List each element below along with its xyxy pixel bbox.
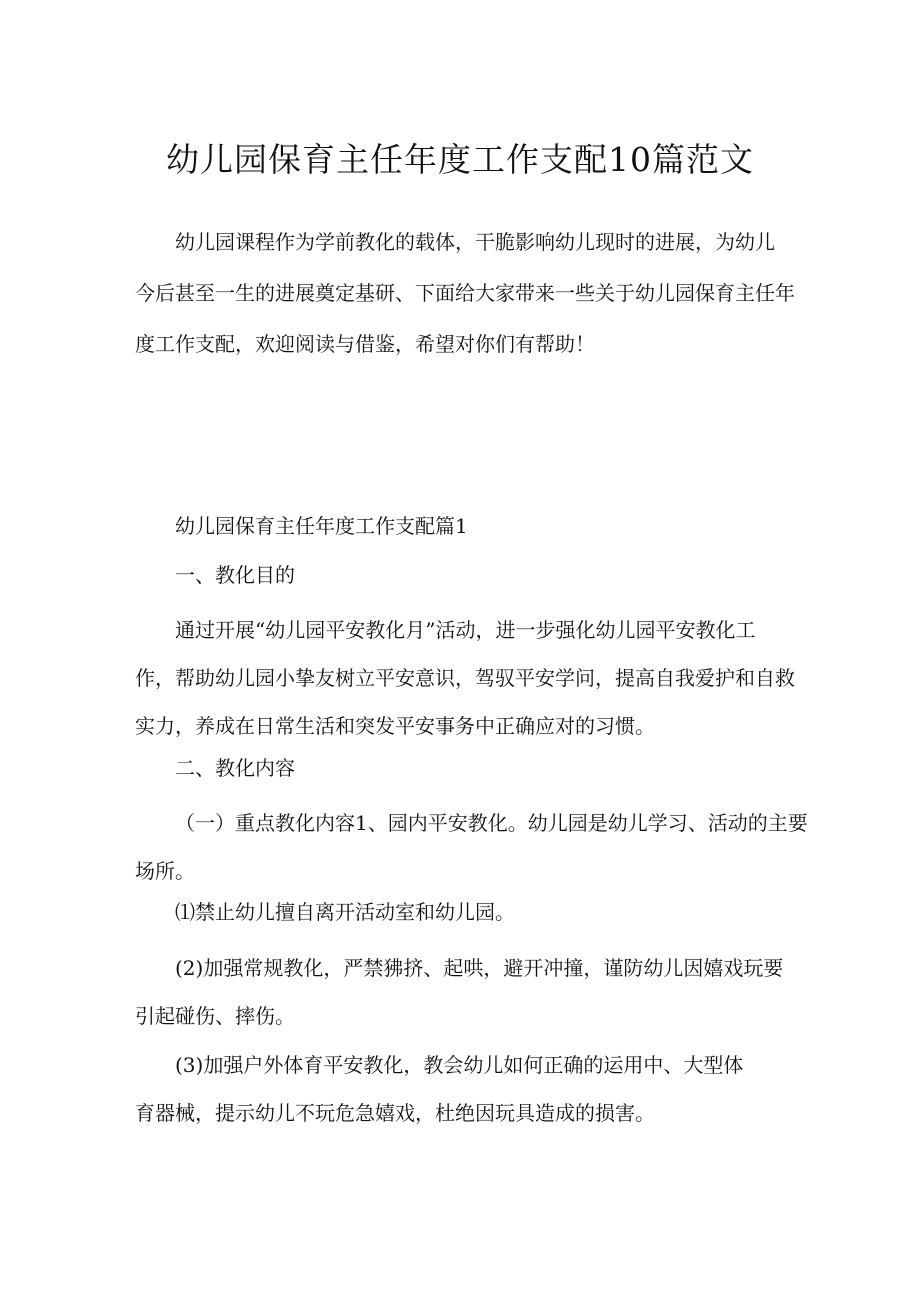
- heading-objectives: 一、教化目的: [175, 563, 295, 587]
- content-line: 场所。: [135, 859, 195, 883]
- objectives-line: 通过开展“幼儿园平安教化月”活动，进一步强化幼儿园平安教化工: [175, 618, 756, 642]
- intro-line: 度工作支配，欢迎阅读与借鉴，希望对你们有帮助！: [135, 332, 595, 356]
- list-item-2-line: (2)加强常规教化，严禁狒挤、起哄，避开冲撞，谨防幼儿因嬉戏玩要: [175, 956, 784, 980]
- objectives-paragraph: [135, 606, 795, 750]
- section-heading: 幼儿园保育主任年度工作支配篇1: [175, 514, 468, 538]
- content-paragraph: [135, 799, 808, 895]
- intro-line: 幼儿园课程作为学前教化的载体，干脆影响幼儿现时的进展，为幼儿: [175, 230, 775, 254]
- list-item-3: [135, 1041, 795, 1137]
- intro-paragraph: [135, 217, 795, 370]
- objectives-line: 作，帮助幼儿园小挚友树立平安意识，驾驭平安学问，提高自我爱护和自救: [135, 666, 795, 690]
- heading-content: 二、教化内容: [175, 756, 295, 780]
- list-item-1: ⑴禁止幼儿擅自离开活动室和幼儿园。: [175, 900, 515, 924]
- list-item-2: [135, 944, 795, 1040]
- intro-line: 今后甚至一生的进展奠定基研、下面给大家带来一些关于幼儿园保育主任年: [135, 281, 795, 305]
- content-line: （一）重点教化内容1、园内平安教化。幼儿园是幼儿学习、活动的主要: [175, 811, 808, 835]
- list-item-2-line: 引起碰伤、摔伤。: [135, 1004, 295, 1028]
- objectives-line: 实力，养成在日常生活和突发平安事务中正确应对的习惯。: [135, 714, 655, 738]
- list-item-3-line: (3)加强户外体育平安教化，教会幼儿如何正确的运用中、大型体: [175, 1053, 744, 1077]
- list-item-3-line: 育器械，提示幼儿不玩危急嬉戏，杜绝因玩具造成的损害。: [135, 1101, 655, 1125]
- page-title: 幼儿园保育主任年度工作支配10篇范文: [166, 140, 754, 179]
